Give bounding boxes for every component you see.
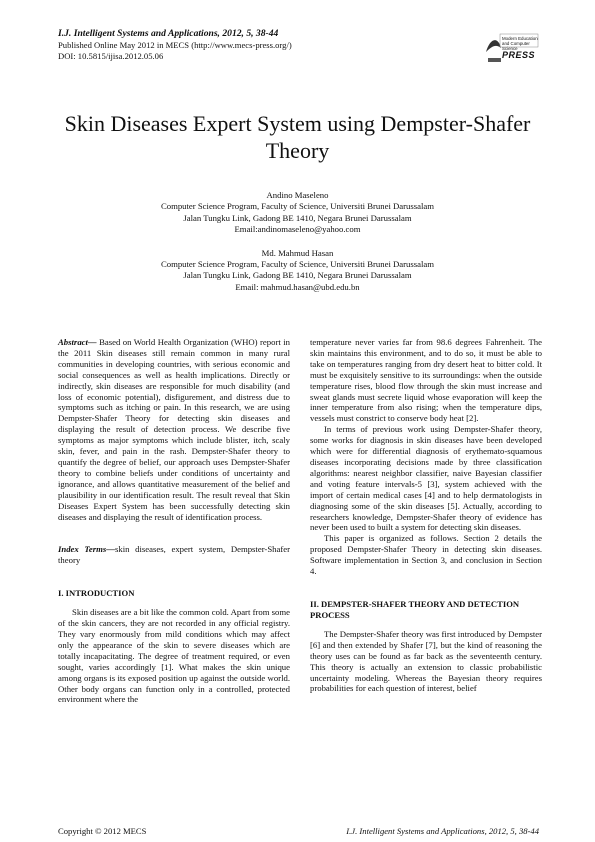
- section-2-paragraph-1: The Dempster-Shafer theory was first introduced by Dempster [6] and then extended by Shafer [7], but the kind of reasoning the theory uses can be found as far back as the seventeenth century. This theory is actually an extension to classic probabilistic uncertainty modeling. Whereas the Bayesian theory requires probabilities for each question of interest, belief: [310, 628, 542, 694]
- author-1-affiliation: Computer Science Program, Faculty of Science, Universiti Brunei Darussalam: [160, 201, 435, 212]
- footer-copyright: Copyright © 2012 MECS: [58, 826, 147, 836]
- author-1-email: Email:andinomaseleno@yahoo.com: [234, 224, 361, 235]
- abstract-text: Based on World Health Organization (WHO) report in the 2011 Skin diseases still remain common in many rural communities in developing countries, with serious economic and social consequences as well as health implications. Directly or indirectly, skin diseases are responsible for much disability (and loss of economic potential), disfigurement, and distress due to symptoms such as itching or pain. In this research, we are using Dempster-Shafer Theory for detecting skin diseases and displaying the result of detection process. We describe five symptoms as major symptoms which include blister, itch, scaly skin, fever, and pain in the rash. Dempster-Shafer theory to quantify the degree of belief, our approach uses Dempster-Shafer theory to combine beliefs under conditions of uncertainty and ignorance, and allows quantitative measurement of the belief and plausibility in our identification result. The result reveal that Skin Diseases Expert System has been successfully detecting skin diseases and displaying the result of identification process.: [58, 337, 290, 522]
- author-1-name: Andino Maseleno: [266, 190, 329, 200]
- author-2-address: Jalan Tungku Link, Gadong BE 1410, Negara Brunei Darussalam: [183, 270, 412, 281]
- author-2-name: Md. Mahmud Hasan: [261, 247, 334, 258]
- author-1-address: Jalan Tungku Link, Gadong BE 1410, Negara Brunei Darussalam: [183, 212, 412, 223]
- logo-line-2: and Computer Science: [502, 41, 530, 51]
- logo-press: PRESS: [502, 50, 536, 60]
- index-terms-label: Index Terms—: [58, 544, 115, 555]
- logo-text: [502, 36, 539, 51]
- index-terms: [58, 544, 290, 566]
- published-line: Published Online May 2012 in MECS (http://www.mecs-press.org/): [58, 40, 292, 50]
- section-2-heading: II. DEMPSTER-SHAFER THEORY AND DETECTION PROCESS: [310, 598, 520, 620]
- section-1-paragraph-1: Skin diseases are a bit like the common cold. Apart from some of the skin cancers, they are not recorded in any official registry. They vary enormously from mild conditions which may affect only the appearance of the skin to severe diseases which are totally incapacitating. The degree of treatment required, or even sought, varies accordingly [1]. What makes the skin unique among organs is its exposed position up against the outside world. Other body organs can function only in a controlled, protected environment where the: [58, 607, 290, 705]
- index-terms-text: skin diseases, expert system, Dempster-Shafer theory: [58, 544, 290, 566]
- doi-line: DOI: 10.5815/ijisa.2012.05.06: [58, 50, 164, 61]
- abstract-label: Abstract—: [58, 337, 97, 347]
- author-block: [40, 190, 555, 293]
- left-column: [58, 337, 290, 705]
- paper-title: Skin Diseases Expert System using Dempster-Shafer Theory: [64, 111, 531, 163]
- logo-line-1: Modern Education: [502, 36, 538, 41]
- author-2-affiliation: Computer Science Program, Faculty of Science, Universiti Brunei Darussalam: [160, 259, 435, 270]
- journal-citation: I.J. Intelligent Systems and Applications, 2012, 5, 38-44: [58, 28, 279, 39]
- section-1-paragraph-4: This paper is organized as follows. Section 2 details the proposed Dempster-Shafer Theory in detecting skin diseases. Software implementation in Section 3, and conclusion in Section 4.: [310, 533, 542, 577]
- section-1-paragraph-3: In terms of previous work using Dempster-Shafer theory, some works for diagnosis in skin diseases have been developed which were for differential diagnosis of erythemato-squamous diseases incorporating decisions made by three classification algorithms: nearest neighbor classifier, naive Bayesian classifier and voting feature intervals-5 [3], system achieved with the import of certain medical cases [4] and to help dermatologists in diagnosing some of the skin diseases [5]. Actually, according to researchers knowledge, Dempster-Shafer theory of evidence has never been used to built a system for detecting skin diseases.: [310, 424, 542, 533]
- right-column: [310, 337, 542, 694]
- section-1-heading: I. INTRODUCTION: [58, 588, 135, 599]
- mecs-press-logo: [484, 32, 539, 66]
- author-2-email: Email: mahmud.hasan@ubd.edu.bn: [235, 281, 360, 292]
- journal-header: [58, 28, 538, 61]
- abstract: [58, 337, 290, 522]
- footer-journal: I.J. Intelligent Systems and Applications, 2012, 5, 38-44: [346, 826, 539, 836]
- section-1-paragraph-2: temperature never varies far from 98.6 degrees Fahrenheit. The skin maintains this environment, and to do so, it must be able to take on temperatures ranging from dry desert heat to bitter cold. It must be exquisitely sensitive to its surroundings: when the outside temperature rises, blood flow through the skin must increase and sweat glands must secrete liquid whose evaporation will keep the inner temperature from also rising; when the temperature dips, vessels must constrict to conserve body heat [2].: [310, 337, 542, 424]
